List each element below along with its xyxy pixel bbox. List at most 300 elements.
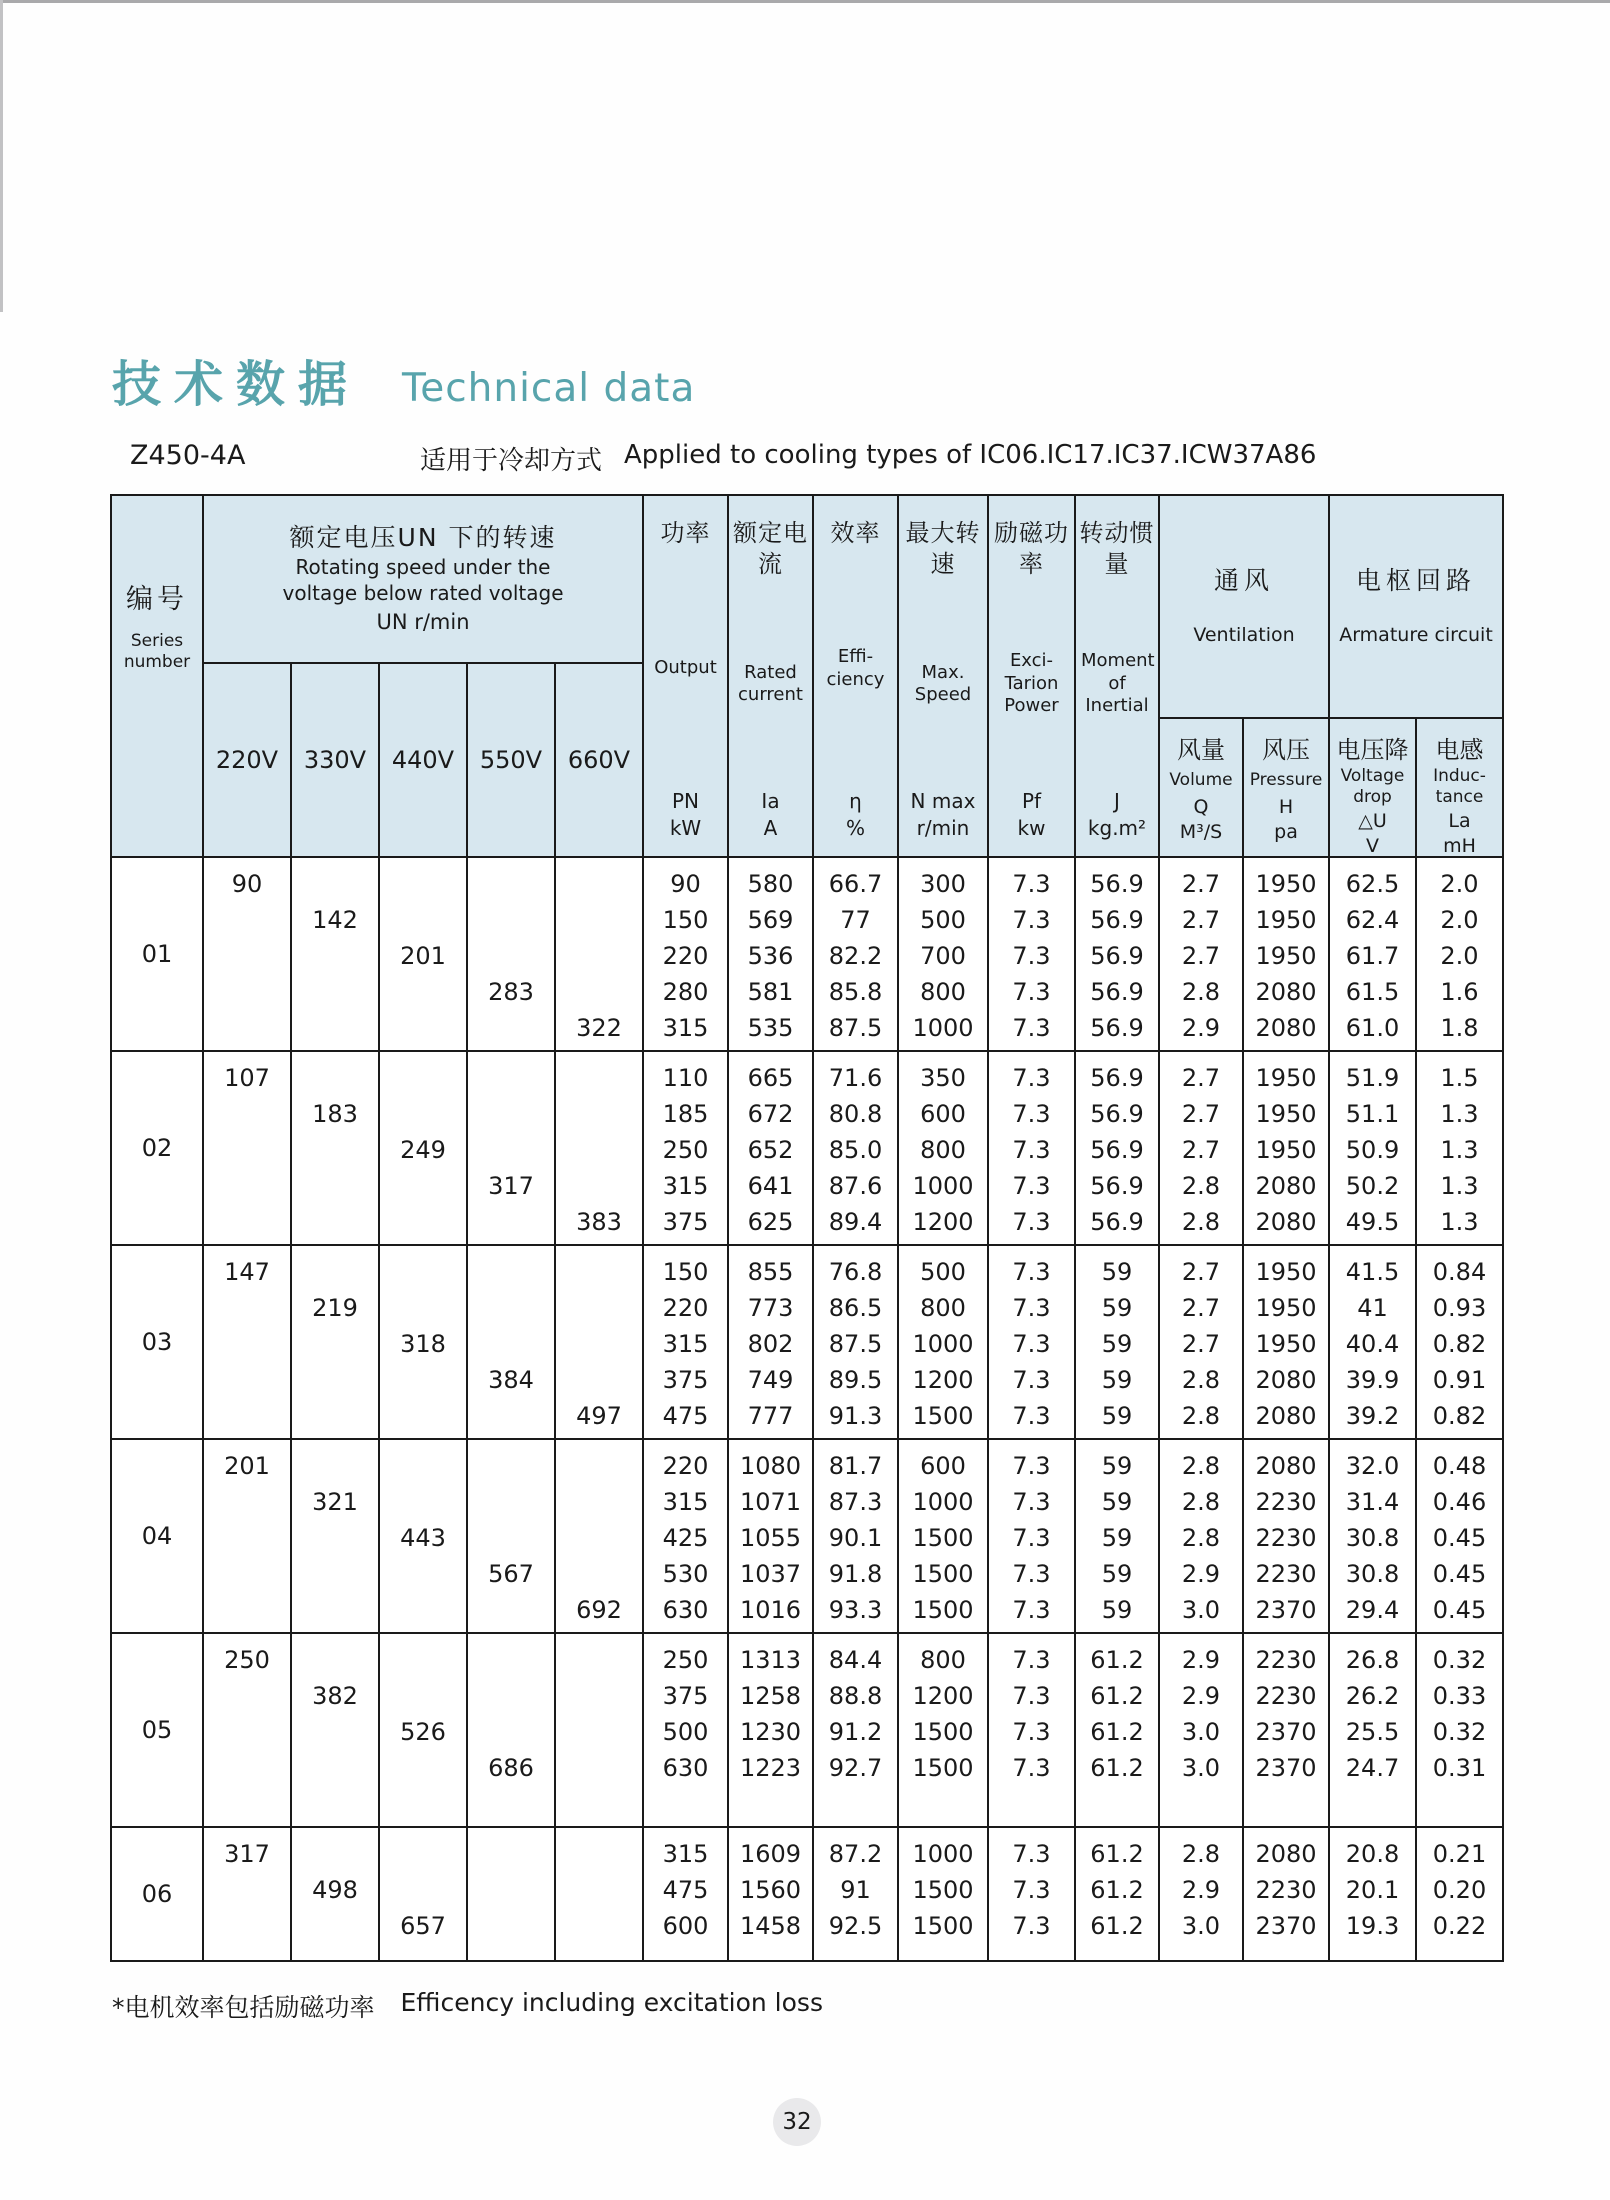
value: 0.45: [1432, 1596, 1487, 1624]
value: 2.8: [1181, 1172, 1221, 1200]
value: [556, 902, 642, 938]
header-voltage-drop-zh: 电压降: [1336, 736, 1409, 764]
value: 93.3: [828, 1596, 883, 1624]
value: [204, 1362, 290, 1398]
value: 283: [488, 978, 534, 1006]
value: 1258: [739, 1682, 802, 1710]
value: 665: [747, 1064, 794, 1092]
value: 7.3: [1012, 1014, 1051, 1042]
value: 672: [747, 1100, 794, 1128]
value: [556, 1556, 642, 1592]
value: 25.5: [1345, 1718, 1400, 1746]
value: [292, 938, 378, 974]
value: 90: [670, 870, 701, 898]
value: 1500: [912, 1912, 974, 1940]
cell-volume: [1160, 1828, 1242, 1960]
header-excitation-en: Exci-Tarion Power: [1004, 650, 1059, 717]
value: [468, 1520, 554, 1556]
value: 500: [920, 906, 966, 934]
header-efficiency-sym: [846, 788, 865, 842]
cell-max-speed: [899, 858, 987, 1050]
value: 91.3: [828, 1402, 883, 1430]
value: 2.8: [1181, 1452, 1221, 1480]
voltage-speed-cell: [556, 1828, 642, 1960]
value: 0.84: [1432, 1258, 1487, 1286]
value: 61.7: [1345, 942, 1400, 970]
value: 92.7: [828, 1754, 883, 1782]
value: 87.2: [828, 1840, 883, 1868]
value: [468, 1836, 554, 1872]
series-number-cell: 03: [112, 1246, 202, 1438]
value: 20.8: [1345, 1840, 1400, 1868]
value: [380, 1872, 466, 1908]
value: 1950: [1255, 870, 1317, 898]
value: 1500: [912, 1524, 974, 1552]
value: 56.9: [1090, 1136, 1144, 1164]
sym-line: %: [845, 816, 865, 840]
value: [380, 1290, 466, 1326]
value: 40.4: [1345, 1330, 1400, 1358]
value: 59: [1101, 1402, 1133, 1430]
header-pressure-en: Pressure: [1249, 769, 1323, 790]
value: [204, 1520, 290, 1556]
value: 19.3: [1345, 1912, 1400, 1940]
header-voltage-group: [204, 496, 642, 662]
value: [380, 1484, 466, 1520]
value: 2.8: [1181, 1208, 1221, 1236]
value: 24.7: [1345, 1754, 1400, 1782]
value: 581: [747, 978, 794, 1006]
value: [204, 1484, 290, 1520]
cell-output: [644, 1052, 727, 1244]
voltage-speed-cell: [468, 1052, 554, 1244]
value: [468, 1290, 554, 1326]
cell-output: [644, 1246, 727, 1438]
table-header: [112, 496, 1502, 856]
value: 7.3: [1012, 1754, 1051, 1782]
cell-volume: [1160, 858, 1242, 1050]
value: 90: [231, 870, 263, 898]
value: [292, 1714, 378, 1750]
value: [292, 1750, 378, 1786]
value: 375: [662, 1682, 709, 1710]
value: 1950: [1255, 906, 1317, 934]
value: 2.7: [1181, 1330, 1221, 1358]
value: 315: [662, 1014, 709, 1042]
value: 50.9: [1345, 1136, 1400, 1164]
value: [468, 1448, 554, 1484]
value: [204, 938, 290, 974]
value: [292, 1362, 378, 1398]
value: 686: [488, 1754, 534, 1782]
value: [556, 1484, 642, 1520]
value: 84.4: [828, 1646, 883, 1674]
value: 41.5: [1345, 1258, 1400, 1286]
value: 535: [747, 1014, 794, 1042]
cell-voltage-drop: [1330, 858, 1415, 1050]
voltage-speed-cell: [292, 858, 378, 1050]
value: 2.8: [1181, 1488, 1221, 1516]
value: 2080: [1255, 1452, 1317, 1480]
cell-current: [729, 1052, 812, 1244]
value: 2.7: [1181, 1258, 1221, 1286]
header-current-sym: [761, 788, 779, 842]
series-number-cell: 01: [112, 858, 202, 1050]
value: [468, 1060, 554, 1096]
value: 657: [400, 1912, 446, 1940]
value: 7.3: [1012, 1452, 1051, 1480]
page-number: 32: [773, 2098, 821, 2146]
value: 1080: [739, 1452, 802, 1480]
value: 1000: [912, 1172, 974, 1200]
value: [556, 1714, 642, 1750]
value: 1.8: [1440, 1014, 1479, 1042]
value: 7.3: [1012, 1524, 1051, 1552]
value: 1000: [912, 1330, 974, 1358]
value: 641: [747, 1172, 794, 1200]
cell-output: [644, 1828, 727, 1960]
value: [204, 1096, 290, 1132]
sym-line: N max: [910, 789, 976, 813]
value: 0.33: [1432, 1682, 1487, 1710]
value: 1500: [912, 1754, 974, 1782]
cell-max-speed: [899, 1634, 987, 1826]
value: [204, 1908, 290, 1944]
cell-pressure: [1244, 1052, 1328, 1244]
value: 0.46: [1432, 1488, 1487, 1516]
cell-efficiency: [814, 1634, 897, 1826]
value: 56.9: [1090, 1208, 1144, 1236]
header-ventilation-zh: 通风: [1213, 566, 1274, 596]
series-number-cell: 06: [112, 1828, 202, 1960]
voltage-speed-cell: [204, 1440, 290, 1632]
value: 2230: [1255, 1524, 1317, 1552]
value: 7.3: [1012, 1876, 1051, 1904]
cell-volume: [1160, 1246, 1242, 1438]
value: [292, 866, 378, 902]
value: [468, 1204, 554, 1240]
value: 250: [662, 1136, 709, 1164]
value: 0.82: [1432, 1402, 1487, 1430]
value: 2080: [1255, 1208, 1317, 1236]
value: [556, 1290, 642, 1326]
value: [380, 1204, 466, 1240]
sym-line: PN: [671, 789, 699, 813]
value: 2.9: [1181, 1560, 1221, 1588]
value: 1.5: [1440, 1064, 1479, 1092]
header-armature-zh: 电枢回路: [1355, 566, 1476, 596]
value: 20.1: [1345, 1876, 1400, 1904]
value: 7.3: [1012, 978, 1051, 1006]
value: 384: [488, 1366, 534, 1394]
value: 652: [747, 1136, 794, 1164]
header-voltage-group-zh: 额定电压UN 下的转速: [289, 522, 557, 552]
value: 61.2: [1090, 1754, 1144, 1782]
cell-current: [729, 1246, 812, 1438]
value: 61.2: [1090, 1876, 1144, 1904]
value: [468, 1642, 554, 1678]
value: 59: [1101, 1330, 1133, 1358]
value: 91.8: [828, 1560, 883, 1588]
value: [468, 1872, 554, 1908]
value: [556, 1750, 642, 1786]
header-volume: [1160, 719, 1242, 856]
value: 1950: [1255, 1100, 1317, 1128]
value: [204, 1398, 290, 1434]
value: 0.21: [1432, 1840, 1487, 1868]
header-output-sym: [670, 788, 701, 842]
header-inertia-zh: 转动惯量: [1079, 519, 1155, 579]
value: 56.9: [1090, 942, 1144, 970]
value: 2.7: [1181, 942, 1221, 970]
value: [204, 1556, 290, 1592]
header-inductance-zh: 电感: [1435, 736, 1484, 764]
value: 536: [747, 942, 794, 970]
value: 7.3: [1012, 1682, 1051, 1710]
value: [556, 1096, 642, 1132]
value: 1200: [912, 1682, 974, 1710]
cell-inertia: [1076, 1052, 1158, 1244]
value: 2080: [1255, 1366, 1317, 1394]
value: 0.93: [1432, 1294, 1487, 1322]
sym-line: Ia: [761, 789, 780, 813]
value: [380, 1836, 466, 1872]
value: 7.3: [1012, 1294, 1051, 1322]
header-inertia-sym: [1088, 788, 1146, 842]
value: 315: [662, 1488, 709, 1516]
value: [380, 1362, 466, 1398]
value: 201: [224, 1452, 270, 1480]
value: 600: [920, 1100, 966, 1128]
table-row-05: [112, 1632, 1502, 1826]
value: 7.3: [1012, 1064, 1051, 1092]
header-max-speed-sym: [911, 788, 976, 842]
value: 7.3: [1012, 1560, 1051, 1588]
value: 500: [662, 1718, 709, 1746]
header-voltage-220: 220V: [204, 664, 290, 856]
voltage-speed-cell: [556, 1440, 642, 1632]
value: [380, 1678, 466, 1714]
header-voltage-group-unit: UN r/min: [376, 610, 470, 635]
value: 800: [920, 1646, 966, 1674]
value: [380, 1096, 466, 1132]
value: 7.3: [1012, 1100, 1051, 1128]
value: [204, 1010, 290, 1046]
value: [556, 1326, 642, 1362]
value: 1071: [739, 1488, 802, 1516]
value: 1609: [739, 1840, 802, 1868]
header-efficiency-en: Effi-ciency: [826, 646, 885, 690]
value: [204, 974, 290, 1010]
cell-excitation-power: [989, 1440, 1074, 1632]
table-body: [112, 856, 1502, 1960]
header-voltage-440: 440V: [380, 664, 466, 856]
cell-pressure: [1244, 1246, 1328, 1438]
value: 147: [224, 1258, 270, 1286]
value: 59: [1101, 1294, 1133, 1322]
sym-line: η: [849, 789, 862, 813]
value: 29.4: [1345, 1596, 1400, 1624]
value: 777: [747, 1402, 794, 1430]
value: [292, 1556, 378, 1592]
header-inertia-en: Moment of Inertial: [1081, 650, 1155, 717]
value: 30.8: [1345, 1560, 1400, 1588]
value: 1.3: [1440, 1208, 1479, 1236]
value: [556, 1836, 642, 1872]
value: 1.6: [1440, 978, 1479, 1006]
voltage-speed-cell: [292, 1246, 378, 1438]
table-row-04: [112, 1438, 1502, 1632]
voltage-speed-cell: [468, 1634, 554, 1826]
voltage-speed-cell: [380, 1828, 466, 1960]
value: 2230: [1255, 1646, 1317, 1674]
sym-line: Pf: [1021, 789, 1042, 813]
header-voltage-drop-sym: [1358, 809, 1387, 860]
value: 7.3: [1012, 1136, 1051, 1164]
value: 315: [662, 1172, 709, 1200]
value: [204, 1872, 290, 1908]
sym-line: M³/S: [1179, 821, 1223, 844]
page-left-edge: [0, 0, 3, 312]
value: [556, 1678, 642, 1714]
value: 350: [920, 1064, 966, 1092]
cell-volume: [1160, 1440, 1242, 1632]
cell-current: [729, 1440, 812, 1632]
value: [204, 1678, 290, 1714]
cell-pressure: [1244, 1440, 1328, 1632]
sym-line: H: [1278, 795, 1294, 818]
header-pressure-zh: 风压: [1262, 736, 1310, 764]
value: 1230: [739, 1718, 802, 1746]
sym-line: V: [1366, 835, 1379, 858]
value: 382: [312, 1682, 358, 1710]
value: 110: [662, 1064, 709, 1092]
header-ventilation-group: [1160, 496, 1328, 717]
value: [380, 866, 466, 902]
value: 0.32: [1432, 1718, 1487, 1746]
header-inductance-sym: [1443, 809, 1476, 860]
cell-inertia: [1076, 1246, 1158, 1438]
cell-efficiency: [814, 1440, 897, 1632]
sym-line: kg.m²: [1087, 816, 1147, 840]
value: [380, 1398, 466, 1434]
cell-max-speed: [899, 1052, 987, 1244]
value: 1950: [1255, 1136, 1317, 1164]
page-title: [112, 346, 695, 416]
cooling-note-zh: 适用于冷却方式: [420, 446, 603, 476]
value: 49.5: [1345, 1208, 1400, 1236]
value: [292, 1168, 378, 1204]
cell-excitation-power: [989, 858, 1074, 1050]
cell-inductance: [1417, 1052, 1502, 1244]
footnote-en: Efficency including excitation loss: [400, 1988, 823, 2017]
value: [204, 1750, 290, 1786]
value: 2.7: [1181, 870, 1221, 898]
model-number: Z450-4A: [130, 440, 246, 471]
value: 91: [840, 1876, 871, 1904]
technical-data-table: [110, 494, 1504, 1962]
value: 2080: [1255, 1172, 1317, 1200]
value: 7.3: [1012, 1172, 1051, 1200]
cell-pressure: [1244, 858, 1328, 1050]
value: 1.3: [1440, 1136, 1479, 1164]
header-pressure-sym: [1274, 795, 1298, 846]
value: 321: [312, 1488, 358, 1516]
value: 630: [662, 1596, 709, 1624]
cell-max-speed: [899, 1828, 987, 1960]
value: [292, 1448, 378, 1484]
value: 59: [1101, 1596, 1133, 1624]
value: 280: [662, 978, 709, 1006]
value: 86.5: [828, 1294, 883, 1322]
value: 59: [1101, 1258, 1133, 1286]
value: 1458: [739, 1912, 802, 1940]
value: 475: [662, 1402, 709, 1430]
value: 2230: [1255, 1560, 1317, 1588]
header-voltage-group-en: Rotating speed under the voltage below rated voltage: [282, 555, 564, 606]
voltage-speed-cell: [380, 858, 466, 1050]
cell-inertia: [1076, 1828, 1158, 1960]
cell-max-speed: [899, 1246, 987, 1438]
value: 61.2: [1090, 1682, 1144, 1710]
cell-excitation-power: [989, 1634, 1074, 1826]
cell-inductance: [1417, 1246, 1502, 1438]
value: 59: [1101, 1452, 1133, 1480]
header-voltage-660: 660V: [556, 664, 642, 856]
value: [380, 1750, 466, 1786]
sym-line: mH: [1443, 835, 1476, 858]
header-rated-current: [729, 496, 812, 856]
value: 249: [400, 1136, 446, 1164]
value: 31.4: [1345, 1488, 1400, 1516]
value: 318: [400, 1330, 446, 1358]
cell-max-speed: [899, 1440, 987, 1632]
value: 1950: [1255, 1294, 1317, 1322]
sym-line: pa: [1274, 821, 1298, 844]
sym-line: kw: [1017, 816, 1046, 840]
value: [380, 1592, 466, 1628]
header-excitation-sym: [1018, 788, 1046, 842]
page-top-edge: [0, 0, 1610, 3]
value: 0.45: [1432, 1524, 1487, 1552]
value: 3.0: [1181, 1754, 1221, 1782]
value: 7.3: [1012, 1718, 1051, 1746]
sym-line: kW: [669, 816, 702, 840]
value: 443: [400, 1524, 446, 1552]
cell-pressure: [1244, 1828, 1328, 1960]
value: 2080: [1255, 978, 1317, 1006]
value: [292, 1060, 378, 1096]
value: 1950: [1255, 942, 1317, 970]
value: 85.8: [828, 978, 883, 1006]
value: 80.8: [828, 1100, 883, 1128]
value: 51.9: [1345, 1064, 1400, 1092]
value: 61.2: [1090, 1718, 1144, 1746]
value: 7.3: [1012, 1208, 1051, 1236]
value: 3.0: [1181, 1912, 1221, 1940]
value: 375: [662, 1208, 709, 1236]
value: 2370: [1255, 1754, 1317, 1782]
value: 7.3: [1012, 1840, 1051, 1868]
value: 2230: [1255, 1488, 1317, 1516]
value: 625: [747, 1208, 794, 1236]
voltage-speed-cell: [292, 1828, 378, 1960]
value: 220: [662, 1452, 709, 1480]
cell-inertia: [1076, 858, 1158, 1050]
value: [380, 1168, 466, 1204]
value: 61.5: [1345, 978, 1400, 1006]
header-output-zh: 功率: [660, 519, 711, 547]
